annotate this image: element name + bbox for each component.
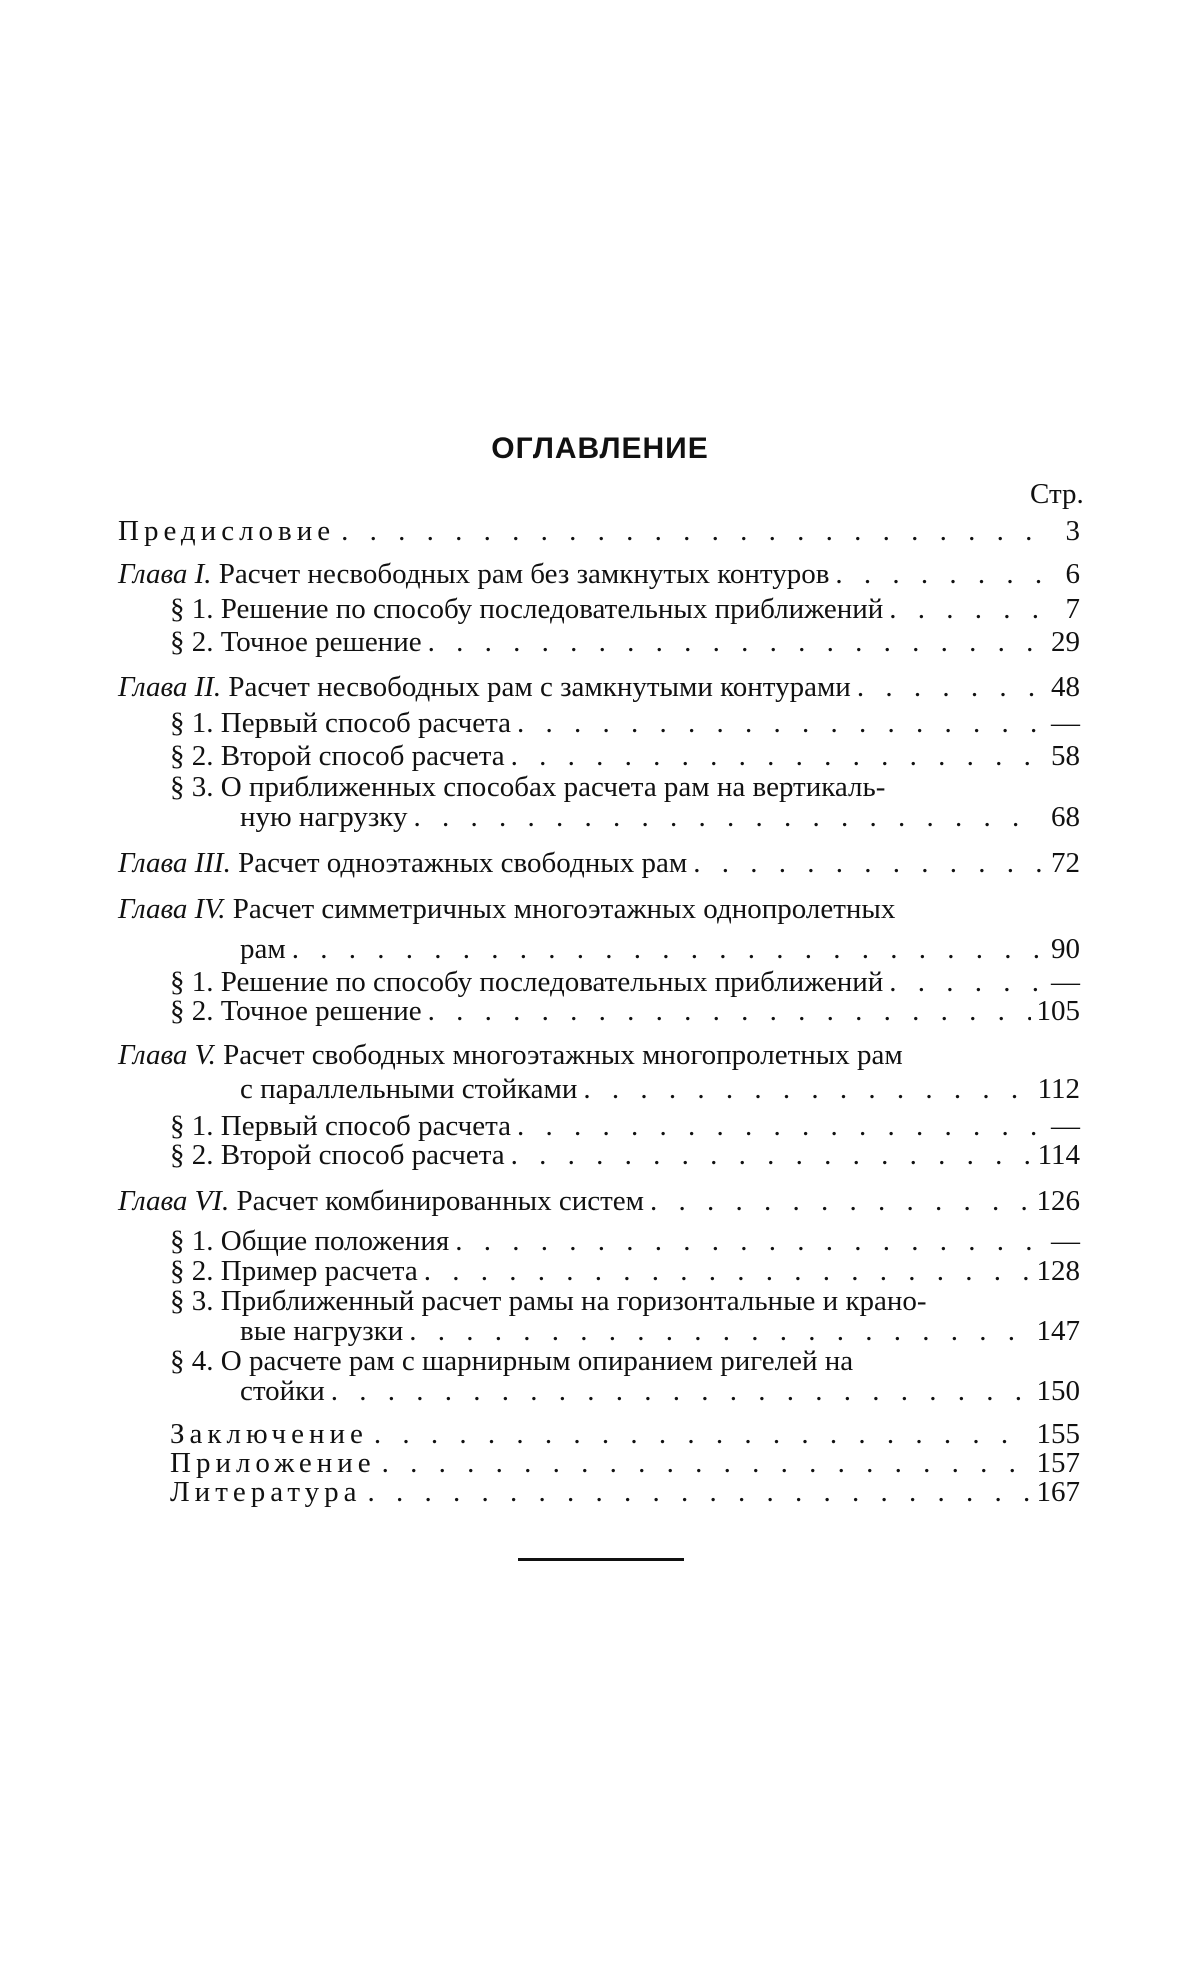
- toc-entry-section: [170, 1224, 1080, 1258]
- toc-entry-preface: [118, 514, 1080, 548]
- toc-entry-chapter-6: [118, 1184, 1080, 1218]
- toc-entry-label-line1: § 4. О расчете рам с шарнирным опиранием ригелей на: [170, 1345, 854, 1377]
- toc-entry-label: § 1. Решение по способу последовательных приближений: [170, 593, 884, 625]
- dot-leader: [693, 846, 1042, 880]
- toc-entry-references: [170, 1475, 1080, 1509]
- toc-entry-label: с параллельными стойками: [240, 1073, 578, 1105]
- toc-entry-chapter-4: [240, 932, 1080, 966]
- dot-leader: [650, 1184, 1031, 1218]
- toc-entry-label-line1: Расчет симметричных многоэтажных однопролетных: [232, 893, 896, 925]
- toc-entry-section: [170, 625, 1080, 659]
- dot-leader: [517, 706, 1042, 740]
- toc-entry-label: § 1. Первый способ расчета: [170, 1110, 512, 1142]
- toc-entry-page: 90: [1051, 933, 1080, 965]
- end-rule: [518, 1558, 684, 1561]
- dot-leader: [889, 592, 1042, 626]
- toc-entry-label-line1: § 3. Приближенный расчет рамы на горизонтальные и крано-: [170, 1285, 927, 1317]
- toc-entry-label: Расчет несвободных рам без замкнутых контуров: [218, 558, 830, 590]
- toc-entry-label: § 1. Первый способ расчета: [170, 707, 512, 739]
- toc-entry-page: —: [1051, 1110, 1080, 1142]
- toc-entry-label-line1: Расчет свободных многоэтажных многопролетных рам: [223, 1039, 903, 1071]
- chapter-number: Глава I.: [118, 558, 212, 590]
- dot-leader: [409, 1314, 1030, 1348]
- toc-entry-page: 128: [1036, 1255, 1080, 1287]
- toc-entry-page: 58: [1051, 740, 1080, 772]
- chapter-number: Глава IV.: [118, 893, 226, 925]
- toc-entry-label: Литература: [170, 1476, 362, 1508]
- dot-leader: [413, 800, 1042, 834]
- toc-entry-label: § 1. Общие положения: [170, 1225, 450, 1257]
- toc-entry-label: стойки: [240, 1375, 325, 1407]
- dot-leader: [292, 932, 1042, 966]
- toc-entry-chapter-5: [240, 1072, 1080, 1106]
- toc-entry-label-line1: § 3. О приближенных способах расчета рам на вертикаль-: [170, 771, 886, 803]
- toc-entry-chapter-2: [118, 670, 1080, 704]
- toc-entry-label: § 2. Точное решение: [170, 626, 422, 658]
- dot-leader: [511, 739, 1042, 773]
- toc-entry-chapter-4-line1: [118, 892, 1080, 926]
- toc-entry-label: Заключение: [170, 1418, 368, 1450]
- toc-entry-chapter-1: [118, 557, 1080, 591]
- toc-entry-page: —: [1051, 1225, 1080, 1257]
- toc-entry-section: [240, 1374, 1080, 1408]
- toc-entry-page: 68: [1051, 801, 1080, 833]
- page-column-label: Стр.: [1030, 478, 1084, 510]
- chapter-number: Глава V.: [118, 1039, 216, 1071]
- toc-entry-section: [170, 706, 1080, 740]
- toc-entry-chapter-3: [118, 846, 1080, 880]
- dot-leader: [857, 670, 1042, 704]
- toc-entry-section: [240, 1314, 1080, 1348]
- toc-entry-chapter-5-line1: [118, 1038, 1080, 1072]
- dot-leader: [368, 1475, 1031, 1509]
- toc-entry-label: § 2. Точное решение: [170, 995, 422, 1027]
- dot-leader: [428, 625, 1042, 659]
- toc-entry-page: 48: [1051, 671, 1080, 703]
- toc-entry-label: рам: [240, 933, 286, 965]
- toc-entry-page: 3: [1065, 515, 1080, 547]
- dot-leader: [424, 1254, 1031, 1288]
- toc-entry-page: 150: [1036, 1375, 1080, 1407]
- toc-entry-label: ную нагрузку: [240, 801, 408, 833]
- toc-entry-section: [170, 1138, 1080, 1172]
- toc-entry-section: [170, 994, 1080, 1028]
- toc-entry-page: —: [1051, 707, 1080, 739]
- toc-entry-section: [170, 1254, 1080, 1288]
- toc-entry-label: § 2. Второй способ расчета: [170, 740, 505, 772]
- toc-entry-section: [170, 739, 1080, 773]
- chapter-number: Глава VI.: [118, 1185, 230, 1217]
- chapter-number: Глава II.: [118, 671, 222, 703]
- toc-entry-page: 157: [1036, 1447, 1080, 1479]
- toc-entry-page: 7: [1065, 593, 1080, 625]
- toc-entry-section: [240, 800, 1080, 834]
- chapter-number: Глава III.: [118, 847, 231, 879]
- toc-entry-label: вые нагрузки: [240, 1315, 404, 1347]
- toc-entry-label: § 2. Пример расчета: [170, 1255, 418, 1287]
- toc-entry-page: 147: [1036, 1315, 1080, 1347]
- toc-entry-label: Расчет одноэтажных свободных рам: [238, 847, 688, 879]
- toc-entry-page: 112: [1037, 1073, 1080, 1105]
- dot-leader: [455, 1224, 1042, 1258]
- toc-entry-section: [170, 592, 1080, 626]
- toc-entry-page: 6: [1065, 558, 1080, 590]
- toc-entry-label: Предисловие: [118, 515, 336, 547]
- toc-entry-page: 167: [1036, 1476, 1080, 1508]
- dot-leader: [583, 1072, 1031, 1106]
- toc-entry-page: —: [1051, 966, 1080, 998]
- toc-entry-label: § 2. Второй способ расчета: [170, 1139, 505, 1171]
- dot-leader: [428, 994, 1031, 1028]
- dot-leader: [835, 557, 1042, 591]
- toc-entry-page: 72: [1051, 847, 1080, 879]
- dot-leader: [511, 1138, 1032, 1172]
- toc-entry-label: § 1. Решение по способу последовательных приближений: [170, 966, 884, 998]
- dot-leader: [331, 1374, 1031, 1408]
- toc-entry-label: Расчет комбинированных систем: [236, 1185, 644, 1217]
- toc-entry-page: 114: [1037, 1139, 1080, 1171]
- dot-leader: [341, 514, 1042, 548]
- toc-entry-page: 155: [1036, 1418, 1080, 1450]
- toc-entry-label: Расчет несвободных рам с замкнутыми контурами: [228, 671, 851, 703]
- toc-entry-page: 29: [1051, 626, 1080, 658]
- toc-entry-page: 126: [1036, 1185, 1080, 1217]
- toc-entry-page: 105: [1036, 995, 1080, 1027]
- page-title: ОГЛАВЛЕНИЕ: [491, 432, 709, 465]
- toc-entry-label: Приложение: [170, 1447, 376, 1479]
